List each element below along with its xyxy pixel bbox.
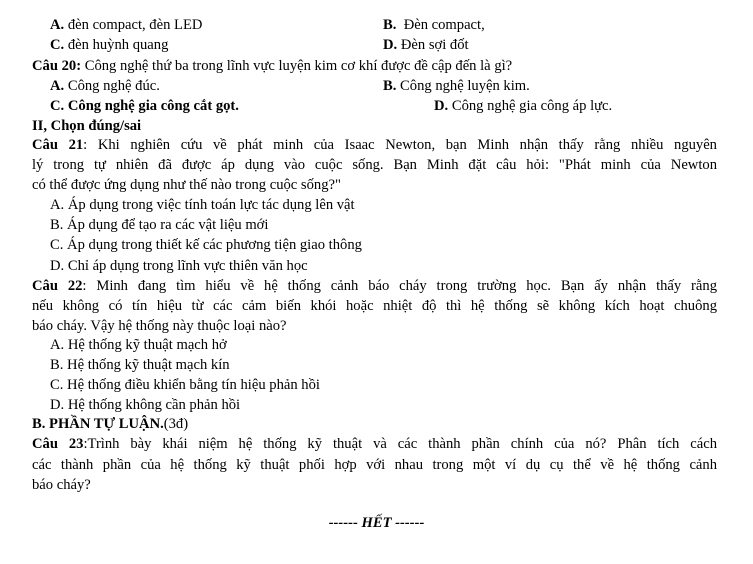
q21-line-2: lý trong tự nhiên đã được áp dụng vào cuộc sống. Bạn Minh đặt câu hỏi: "Phát minh của Newton xyxy=(32,157,717,173)
question-label: Câu 21 xyxy=(32,137,84,153)
question-label: Câu 20: xyxy=(32,58,82,74)
q22-line-2: nếu không có tín hiệu từ các cảm biến khói hoặc nhiệt độ thì hệ thống sẽ không kích hoạt chuông xyxy=(32,298,717,314)
q23-line-2: các thành phần của hệ thống kỹ thuật phối hợp với nhau trong một ví dụ cụ thể về hệ thống cảnh xyxy=(32,457,717,473)
q20-question xyxy=(32,56,512,76)
q22-option-b xyxy=(50,355,230,375)
option-text: . Hệ thống không cần phản hồi xyxy=(60,397,241,413)
part-b-points: (3đ) xyxy=(163,416,189,432)
q19-option-b xyxy=(383,15,485,35)
option-text: Công nghệ gia công cắt gọt. xyxy=(67,98,239,114)
question-label: Câu 22 xyxy=(32,278,83,294)
part-b-title xyxy=(32,414,188,434)
option-letter: D xyxy=(50,397,61,413)
option-letter: C xyxy=(50,377,60,393)
q22-option-a xyxy=(50,335,227,355)
q21-option-d xyxy=(50,256,308,276)
option-letter: C. xyxy=(50,98,65,114)
option-letter: B xyxy=(50,217,60,233)
option-letter: B xyxy=(50,357,60,373)
option-text: . Áp dụng trong thiết kế các phương tiện giao thông xyxy=(59,237,362,253)
option-text: đèn compact, đèn LED xyxy=(67,17,203,33)
option-text: . Hệ thống điều khiển bằng tín hiệu phản hồi xyxy=(59,377,320,393)
option-letter: A. xyxy=(50,78,65,94)
q22-line-3: báo cháy. Vậy hệ thống này thuộc loại nào? xyxy=(32,318,287,334)
q20-option-a xyxy=(50,76,160,96)
option-text: đèn huỳnh quang xyxy=(67,37,169,53)
q20-option-d xyxy=(434,96,612,116)
q23-line-3: báo cháy? xyxy=(32,477,91,493)
q21-option-b xyxy=(50,215,268,235)
option-text: . Hệ thống kỹ thuật mạch kín xyxy=(59,357,230,373)
option-text: Công nghệ luyện kim. xyxy=(400,78,530,94)
option-letter: B. xyxy=(383,78,397,94)
option-text: . Áp dụng trong việc tính toán lực tác dụng lên vật xyxy=(60,197,355,213)
option-letter: C. xyxy=(50,37,65,53)
q20-option-c xyxy=(50,96,239,116)
option-text: Công nghệ đúc. xyxy=(67,78,160,94)
option-letter: A. xyxy=(50,17,65,33)
question-text: :Trình bày khái niệm hệ thống kỹ thuật và các thành phần chính của nó? Phân tích cách xyxy=(83,436,717,452)
option-letter: D. xyxy=(434,98,449,114)
question-label: Câu 23 xyxy=(32,436,84,452)
option-letter: D xyxy=(50,258,61,274)
option-letter: B. xyxy=(383,17,397,33)
option-text: Đèn sợi đốt xyxy=(400,37,469,53)
end-mark: ------ HẾT ------ xyxy=(328,515,425,531)
q19-option-c xyxy=(50,35,168,55)
question-text: : Khi nghiên cứu về phát minh của Isaac Newton, bạn Minh nhận thấy rằng nhiều nguyên xyxy=(83,137,717,153)
option-letter: A xyxy=(50,337,61,353)
q19-option-a xyxy=(50,15,202,35)
option-letter: A xyxy=(50,197,61,213)
option-text: . Hệ thống kỹ thuật mạch hở xyxy=(60,337,227,353)
q22-line-1 xyxy=(32,276,717,296)
q22-option-d xyxy=(50,395,240,415)
q21-line-1 xyxy=(32,135,717,155)
option-text: Công nghệ gia công áp lực. xyxy=(451,98,613,114)
option-text: . Chỉ áp dụng trong lĩnh vực thiên văn học xyxy=(60,258,308,274)
option-text: . Áp dụng để tạo ra các vật liệu mới xyxy=(59,217,269,233)
option-letter: C xyxy=(50,237,60,253)
q21-option-a xyxy=(50,195,355,215)
q21-line-3: có thể được ứng dụng như thế nào trong cuộc sống?" xyxy=(32,177,341,193)
q22-option-c xyxy=(50,375,320,395)
q20-option-b xyxy=(383,76,530,96)
section-2-title: II, Chọn đúng/sai xyxy=(32,118,142,134)
q19-option-d xyxy=(383,35,469,55)
option-letter: D. xyxy=(383,37,398,53)
q23-line-1 xyxy=(32,434,717,454)
option-text: Đèn compact, xyxy=(403,17,485,33)
q21-option-c xyxy=(50,235,362,255)
question-text: Công nghệ thứ ba trong lĩnh vực luyện kim cơ khí được đề cập đến là gì? xyxy=(84,58,513,74)
part-b-heading: B. PHẦN TỰ LUẬN. xyxy=(32,416,164,432)
question-text: : Minh đang tìm hiểu về hệ thống cảnh báo cháy trong trường học. Bạn ấy nhận thấy rằng xyxy=(82,278,717,294)
